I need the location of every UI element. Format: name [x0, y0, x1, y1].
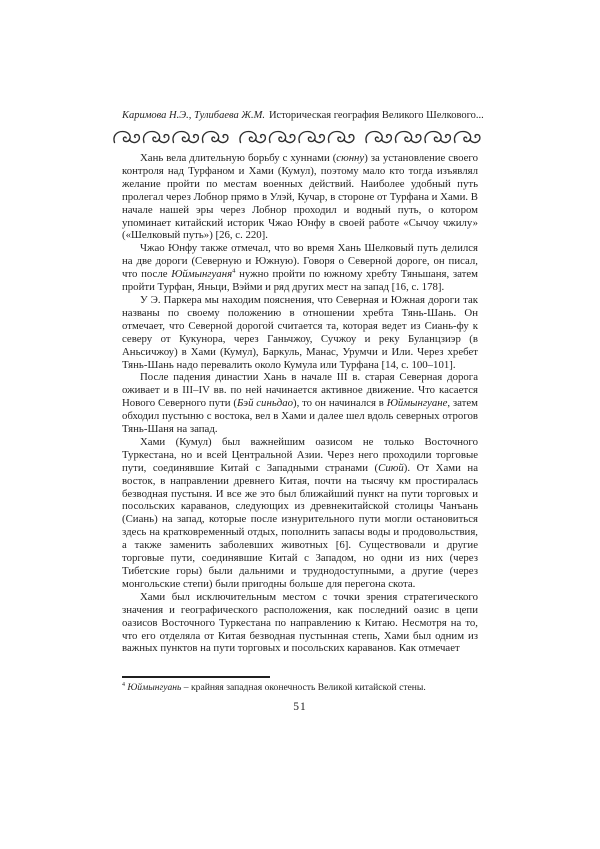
footnote-marker: 4 — [232, 267, 236, 275]
text-run: – крайняя западная оконечность Великой китайской стены. — [181, 682, 426, 693]
text-run: сюнну — [336, 152, 365, 164]
header-authors: Каримова Н.Э., Тулибаева Ж.М. — [122, 110, 265, 121]
text-run: Юймынгуане — [386, 397, 448, 410]
text-run: , затем обходил пустыню с востока, вел в Хами и далее шел вдоль северных отрогов Тянь-Шаня на запад. — [122, 397, 478, 436]
ornament-divider — [113, 130, 485, 146]
body-paragraph — [122, 152, 478, 242]
body-paragraph — [122, 371, 478, 436]
body-paragraph — [122, 436, 478, 591]
footnote-text — [122, 682, 478, 694]
body-paragraph — [122, 294, 478, 371]
header-title: Историческая география Великого Шелкового... — [268, 110, 484, 121]
text-run: Сиюй — [378, 461, 404, 474]
text-run: Чжао Юнфу также отмечал, что во время Хань Шелковый путь делился на две дороги (Северную и Южную). Говоря о Северной дороге, он писал, что после — [122, 242, 478, 281]
text-run: Хань вела длительную борьбу с хуннами ( — [140, 152, 337, 164]
text-run: ) за установление своего контроля над Турфаном и Хами (Кумул), поэтому мало кто тогда изъявлял желание пройти по местам военных действий. Наиболее удобный путь пролегал через Лобнор прямо в Улэй, Кучар, в стороне от Турфана и Хами. В начале нашей эры через Лобнор проходил и водный путь, о котором упоминает китайский историк Чжао Юнфу в своей работе «Сычоу чжилу» («Шелковый путь») [26, с. 220]. — [122, 152, 478, 242]
text-run: нужно пройти по южному хребту Тяньшаня, затем пройти Турфан, Яньци, Вэйми и ряд других мест на запад [16, с. 178]. — [122, 268, 478, 294]
body-paragraph — [122, 591, 478, 656]
page-number: 51 — [293, 701, 307, 713]
text-run: Юймынгуаня — [171, 268, 233, 281]
text-run: Хами (Кумул) был важнейшим оазисом не только Восточного Туркестана, но и всей Центральной Азии. Через него проходили торговые пути, соединявшие Китай с Западными странами ( — [122, 435, 478, 474]
footnote-area — [122, 676, 478, 694]
text-run: ). От Хами на восток, в направлении древнего Китая, почти на тысячу км простиралась безводная пустыня. И все же это был ближайший пункт на пути торговых и посольских караванов, следующих из древнекитайской столицы Чанъань (Сиань) на запад, которые после изнурительного пути могли остановиться здесь на кратковременный отдых, пополнить запасы воды и продовольствия, а также заменить заболевших животных [6]. Существовали и другие торговые пути, соединявшие Китай с Западом, но одни из них (через Тибетские горы) были дальними и труднодоступными, а другие (через монгольские степи) были пригодны больше для перегона скота. — [122, 461, 478, 590]
text-run: У Э. Паркера мы находим пояснения, что Северная и Южная дороги так названы по своему положению в отношении хребта Тянь-Шань. Он отмечает, что Северной дорогой считается та, которая ведет из Сиань-фу к северу от Кукунора, через Ганьчжоу, Сучжоу и реку Буланцзиэр (в Аньсичжоу) в Хами (Кумул), Баркуль, Манас, Урумчи и Или. Через хребет Тянь-Шань надо перевалить около Кумула или Турфана [14, с. 100–101]. — [122, 293, 478, 371]
text-run: ), то он начинался в — [293, 397, 387, 410]
footnote-separator — [122, 676, 270, 678]
text-run: Бэй синьдао — [236, 397, 293, 410]
text-run: После падения династии Хань в начале III в. старая Северная дорога оживает и в III–IV вв. по ней начинается активное движение. Что касается Нового Северного пути ( — [122, 371, 478, 410]
footnote-marker: 4 — [122, 681, 125, 688]
running-header — [122, 109, 484, 123]
scroll-swirl-chain-icon — [113, 130, 485, 146]
article-body — [122, 152, 478, 678]
text-run: Хами был исключительным местом с точки зрения стратегического значения и географического расположения, как последний оазис в цепи оазисов Восточного Туркестана по направлению к Китаю. Несмотря на то, что его отделяла от Китая безводная пустынная степь, Хами был одним из важных пунктов на пути торговых и посольских караванов. Как отмечает — [122, 590, 478, 655]
text-run: Юймынгуань — [127, 682, 182, 693]
body-paragraph — [122, 242, 478, 294]
